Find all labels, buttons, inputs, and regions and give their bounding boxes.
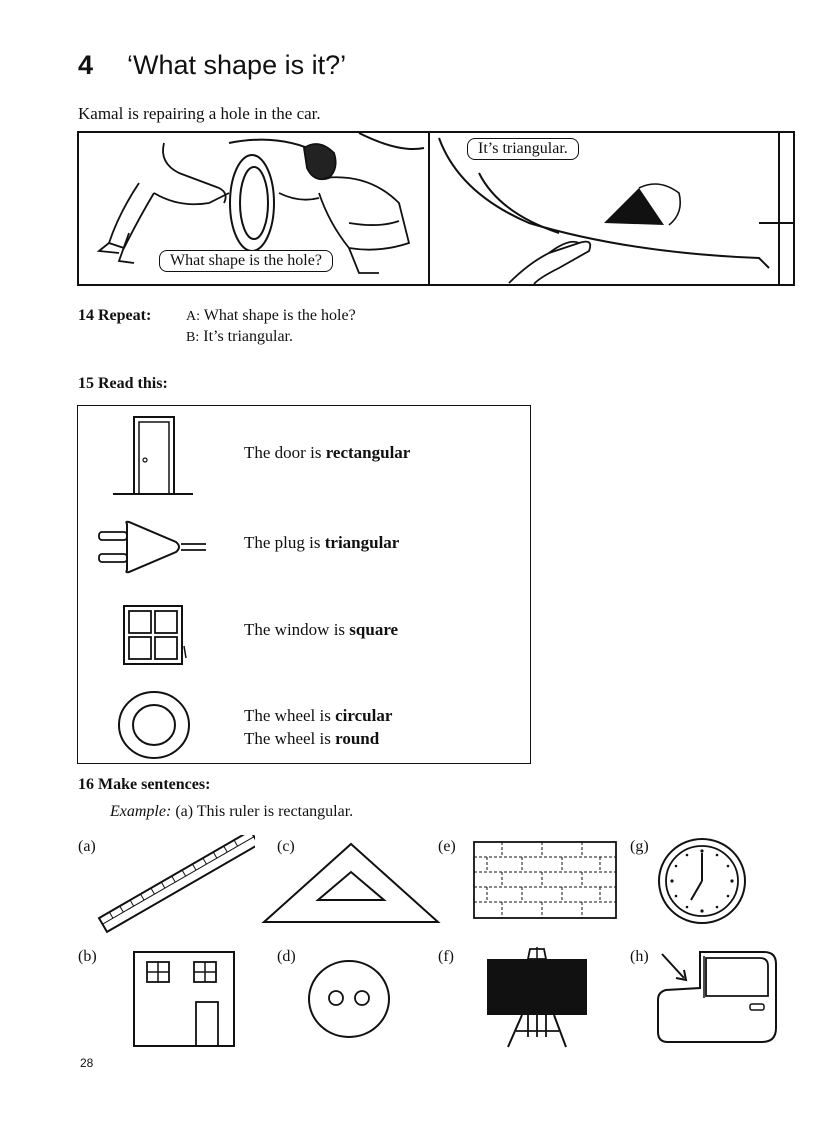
set-square-icon: [260, 840, 442, 926]
house-icon: [132, 950, 238, 1048]
door-icon: [108, 414, 198, 496]
page-number: 28: [80, 1056, 94, 1070]
plug-icon: [96, 518, 211, 578]
ruler-icon: [95, 835, 255, 935]
blackboard-icon: [484, 945, 590, 1050]
example-text: (a) This ruler is rectangular.: [175, 803, 354, 820]
comic-strip: [77, 131, 795, 286]
item-label-e: (e): [438, 838, 456, 855]
sentence-door: The door is rectangular: [244, 443, 411, 462]
lying-man-drawing: [99, 143, 229, 263]
dialogue-line-a: [186, 307, 356, 325]
item-label-h: (h): [630, 948, 649, 965]
dialogue-line-b: [186, 328, 293, 346]
sentence-wheel-round: The wheel is round: [244, 729, 380, 748]
wheel-icon: [116, 689, 192, 761]
speech-bubble-answer: It’s triangular.: [467, 138, 579, 160]
item-label-c: (c): [277, 838, 295, 855]
item-label-b: (b): [78, 948, 97, 965]
sentence-wheel-circular: The wheel is circular: [244, 706, 393, 725]
example-line: [110, 803, 353, 821]
read-this-box: [77, 405, 531, 764]
speaker-b-label: B:: [186, 330, 200, 345]
sentence-plug: The plug is triangular: [244, 533, 400, 552]
item-label-g: (g): [630, 838, 649, 855]
item-label-d: (d): [277, 948, 296, 965]
speaker-a-label: A:: [186, 309, 200, 324]
triangular-hole-drawing: [604, 188, 664, 225]
speech-bubble-question: What shape is the hole?: [159, 250, 333, 272]
car-door-icon: [654, 948, 782, 1046]
item-label-a: (a): [78, 838, 96, 855]
exercise-16-label: 16 Make sentences:: [78, 776, 211, 793]
speaker-b-text: It’s triangular.: [203, 328, 293, 345]
exercise-14-label: 14 Repeat:: [78, 307, 152, 324]
sentence-window: The window is square: [244, 620, 399, 639]
button-icon: [306, 958, 392, 1040]
example-label: Example:: [110, 803, 172, 820]
speaker-a-text: What shape is the hole?: [203, 307, 356, 324]
section-title: ‘What shape is it?’: [127, 50, 347, 80]
exercise-15-label: 15 Read this:: [78, 375, 168, 392]
pointing-hand-drawing: [509, 242, 590, 284]
clock-icon: [656, 836, 748, 926]
window-icon: [122, 604, 188, 666]
brick-wall-icon: [472, 840, 620, 922]
item-label-f: (f): [438, 948, 454, 965]
section-number: 4: [78, 50, 94, 80]
intro-text: Kamal is repairing a hole in the car.: [78, 104, 321, 123]
